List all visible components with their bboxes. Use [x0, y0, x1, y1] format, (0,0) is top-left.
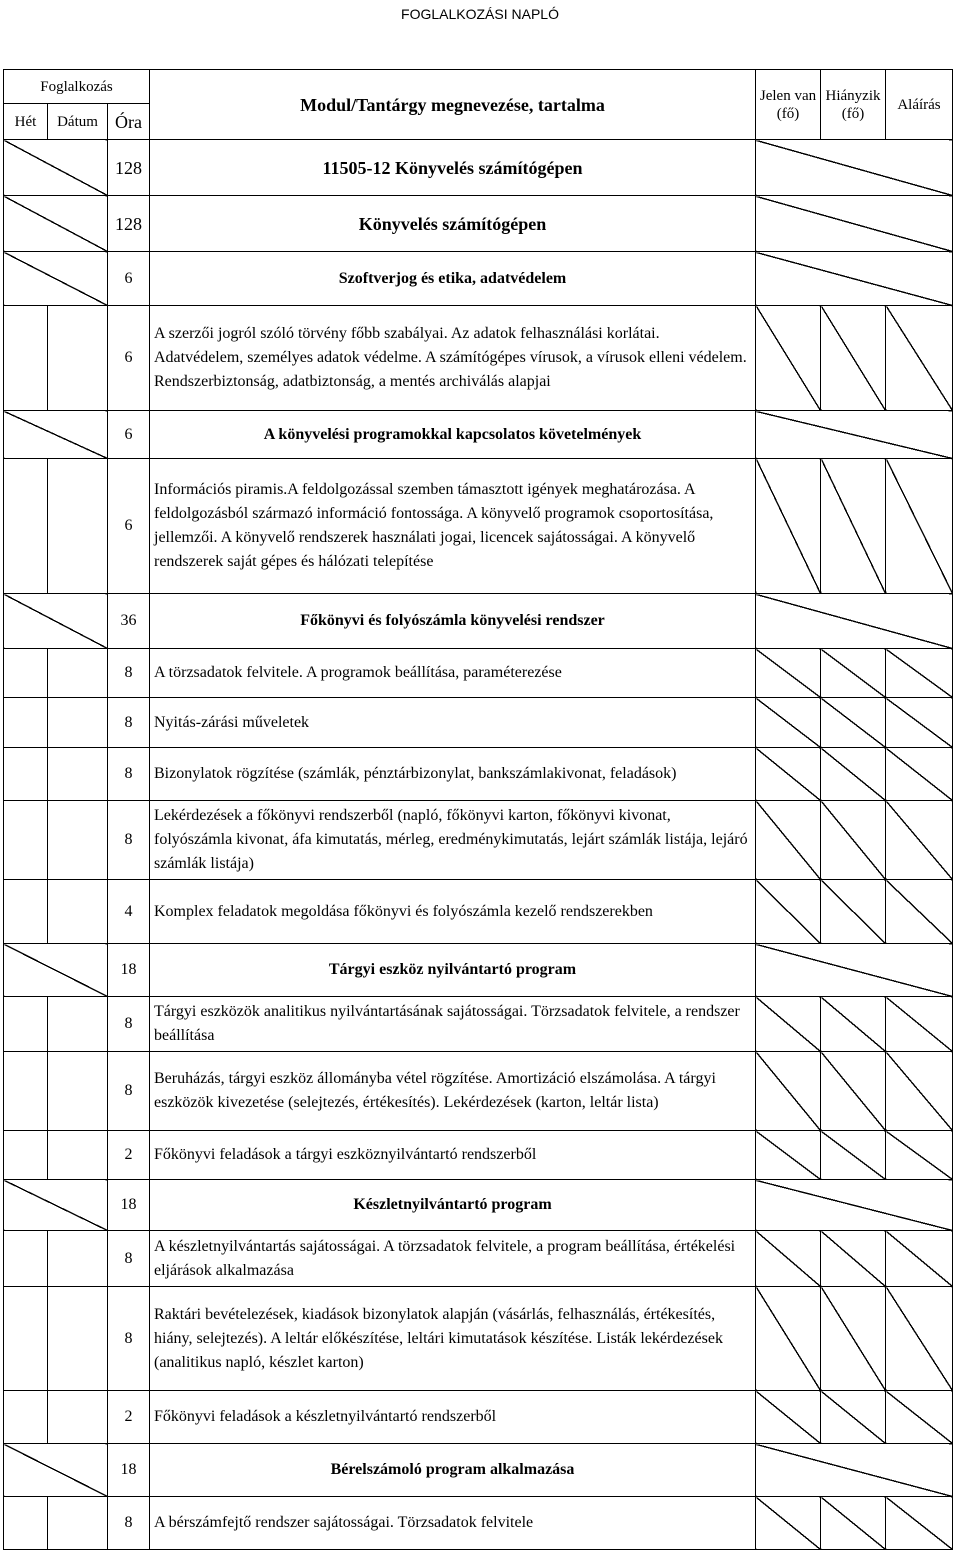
slash-cell: [756, 140, 953, 196]
alairas-cell: [886, 748, 953, 801]
jelen-cell: [756, 880, 821, 944]
table-row: [4, 1052, 953, 1131]
content-text: A bérszámfejtő rendszer sajátosságai. Törzsadatok felvitele: [150, 1497, 756, 1550]
datum-cell: [48, 748, 108, 801]
table-row: [4, 1231, 953, 1287]
datum-cell: [48, 1231, 108, 1287]
jelen-cell: [756, 997, 821, 1052]
datum-cell: [48, 1497, 108, 1550]
table-row: [4, 196, 953, 252]
content-text: Főkönyvi feladások a tárgyi eszköznyilvántartó rendszerből: [150, 1131, 756, 1180]
slash-cell: [756, 944, 953, 997]
table-row: [4, 698, 953, 748]
content-text: Tárgyi eszközök analitikus nyilvántartásának sajátosságai. Törzsadatok felvitele, a rendszer beállítása: [150, 997, 756, 1052]
slash-cell: [756, 252, 953, 306]
datum-cell: [48, 801, 108, 880]
hours-cell: 128: [108, 196, 150, 252]
hours-cell: 36: [108, 594, 150, 649]
hours-cell: 2: [108, 1391, 150, 1444]
hours-cell: 6: [108, 306, 150, 411]
jelen-cell: [756, 1131, 821, 1180]
header-het: Hét: [4, 104, 48, 140]
slash-cell: [756, 594, 953, 649]
header-modul: Modul/Tantárgy megnevezése, tartalma: [150, 70, 756, 140]
table-row: [4, 411, 953, 459]
het-cell: [4, 1131, 48, 1180]
hours-cell: 18: [108, 944, 150, 997]
hours-cell: 8: [108, 698, 150, 748]
header-foglalkozas: Foglalkozás: [4, 70, 150, 104]
topic-title: Bérelszámoló program alkalmazása: [150, 1444, 756, 1497]
datum-cell: [48, 997, 108, 1052]
content-text: A törzsadatok felvitele. A programok beállítása, paraméterezése: [150, 649, 756, 698]
hours-cell: 8: [108, 997, 150, 1052]
het-cell: [4, 698, 48, 748]
alairas-cell: [886, 1287, 953, 1391]
header-ora: Óra: [108, 104, 150, 140]
slash-cell: [4, 1444, 108, 1497]
table-row: [4, 1444, 953, 1497]
hours-cell: 8: [108, 748, 150, 801]
hianyzik-cell: [821, 1497, 886, 1550]
datum-cell: [48, 880, 108, 944]
alairas-cell: [886, 649, 953, 698]
header-hianyzik: Hiányzik (fő): [821, 70, 886, 140]
module-title: 11505-12 Könyvelés számítógépen: [150, 140, 756, 196]
datum-cell: [48, 649, 108, 698]
het-cell: [4, 1497, 48, 1550]
hianyzik-cell: [821, 1052, 886, 1131]
slash-cell: [756, 1180, 953, 1231]
table-row: [4, 306, 953, 411]
table-row: [4, 997, 953, 1052]
table-row: [4, 649, 953, 698]
hianyzik-cell: [821, 997, 886, 1052]
hours-cell: 8: [108, 1231, 150, 1287]
het-cell: [4, 649, 48, 698]
hours-cell: 6: [108, 459, 150, 594]
table-row: [4, 1131, 953, 1180]
content-text: Főkönyvi feladások a készletnyilvántartó rendszerből: [150, 1391, 756, 1444]
jelen-cell: [756, 1391, 821, 1444]
alairas-cell: [886, 997, 953, 1052]
hours-cell: 128: [108, 140, 150, 196]
content-text: A készletnyilvántartás sajátosságai. A törzsadatok felvitele, a program beállítása, értékelési eljárások alkalmazása: [150, 1231, 756, 1287]
het-cell: [4, 801, 48, 880]
hours-cell: 6: [108, 411, 150, 459]
alairas-cell: [886, 801, 953, 880]
jelen-cell: [756, 1231, 821, 1287]
table-row: [4, 459, 953, 594]
table-row: [4, 594, 953, 649]
jelen-cell: [756, 649, 821, 698]
alairas-cell: [886, 1052, 953, 1131]
hours-cell: 8: [108, 1287, 150, 1391]
slash-cell: [4, 1180, 108, 1231]
hianyzik-cell: [821, 306, 886, 411]
hours-cell: 6: [108, 252, 150, 306]
slash-cell: [756, 196, 953, 252]
hours-cell: 8: [108, 801, 150, 880]
slash-cell: [4, 411, 108, 459]
content-text: Bizonylatok rögzítése (számlák, pénztárbizonylat, bankszámlakivonat, feladások): [150, 748, 756, 801]
hours-cell: 4: [108, 880, 150, 944]
hianyzik-cell: [821, 1391, 886, 1444]
header-jelen: Jelen van (fő): [756, 70, 821, 140]
jelen-cell: [756, 459, 821, 594]
hianyzik-cell: [821, 1131, 886, 1180]
header-alairas: Aláírás: [886, 70, 953, 140]
topic-title: Tárgyi eszköz nyilvántartó program: [150, 944, 756, 997]
jelen-cell: [756, 1497, 821, 1550]
hianyzik-cell: [821, 1231, 886, 1287]
content-text: Nyitás-zárási műveletek: [150, 698, 756, 748]
hianyzik-cell: [821, 880, 886, 944]
alairas-cell: [886, 459, 953, 594]
slash-cell: [4, 196, 108, 252]
datum-cell: [48, 1287, 108, 1391]
hours-cell: 18: [108, 1180, 150, 1231]
alairas-cell: [886, 1131, 953, 1180]
datum-cell: [48, 1391, 108, 1444]
hianyzik-cell: [821, 459, 886, 594]
het-cell: [4, 1052, 48, 1131]
table-row: [4, 1180, 953, 1231]
table-row: [4, 140, 953, 196]
hours-cell: 18: [108, 1444, 150, 1497]
slash-cell: [4, 594, 108, 649]
table-row: [4, 880, 953, 944]
hours-cell: 8: [108, 649, 150, 698]
topic-title: A könyvelési programokkal kapcsolatos követelmények: [150, 411, 756, 459]
log-table: [3, 69, 953, 1550]
header-row-1: [4, 70, 953, 104]
alairas-cell: [886, 1391, 953, 1444]
content-text: Beruházás, tárgyi eszköz állományba vétel rögzítése. Amortizáció elszámolása. A tárgyi eszközök kivezetése (selejtezés, értékesítés). Lekérdezések (karton, leltár lista): [150, 1052, 756, 1131]
table-row: [4, 1497, 953, 1550]
hianyzik-cell: [821, 748, 886, 801]
slash-cell: [4, 140, 108, 196]
het-cell: [4, 880, 48, 944]
jelen-cell: [756, 698, 821, 748]
het-cell: [4, 997, 48, 1052]
jelen-cell: [756, 1287, 821, 1391]
hianyzik-cell: [821, 698, 886, 748]
page-title: FOGLALKOZÁSI NAPLÓ: [401, 6, 559, 22]
hianyzik-cell: [821, 649, 886, 698]
hours-cell: 8: [108, 1052, 150, 1131]
hours-cell: 2: [108, 1131, 150, 1180]
het-cell: [4, 1231, 48, 1287]
table-row: [4, 252, 953, 306]
slash-cell: [756, 411, 953, 459]
jelen-cell: [756, 1052, 821, 1131]
alairas-cell: [886, 306, 953, 411]
table-row: [4, 1287, 953, 1391]
header-datum: Dátum: [48, 104, 108, 140]
hianyzik-cell: [821, 1287, 886, 1391]
het-cell: [4, 1287, 48, 1391]
datum-cell: [48, 459, 108, 594]
jelen-cell: [756, 801, 821, 880]
slash-cell: [4, 944, 108, 997]
alairas-cell: [886, 880, 953, 944]
content-text: A szerzői jogról szóló törvény főbb szabályai. Az adatok felhasználási korlátai. Adatvédelem, személyes adatok védelme. A számítógépes vírusok, a vírusok elleni védelem. Rendszerbiztonság, adatbiztonság, a mentés archiválás alapjai: [150, 306, 756, 411]
het-cell: [4, 1391, 48, 1444]
het-cell: [4, 748, 48, 801]
het-cell: [4, 306, 48, 411]
table-row: [4, 748, 953, 801]
hours-cell: 8: [108, 1497, 150, 1550]
content-text: Információs piramis.A feldolgozással szemben támasztott igények meghatározása. A feldolgozásból származó információ fontossága. A könyvelő programok csoportosítása, jellemzői. A könyvelő rendszerek használati jogai, licencek sajátosságai. A könyvelő rendszerek saját gépes és hálózati telepítése: [150, 459, 756, 594]
jelen-cell: [756, 306, 821, 411]
table-row: [4, 1391, 953, 1444]
content-text: Lekérdezések a főkönyvi rendszerből (napló, főkönyvi karton, főkönyvi kivonat, folyószámla kivonat, áfa kimutatás, mérleg, eredménykimutatás, lejárt számlák listája, lejáró számlák listája): [150, 801, 756, 880]
alairas-cell: [886, 698, 953, 748]
subject-title: Könyvelés számítógépen: [150, 196, 756, 252]
datum-cell: [48, 306, 108, 411]
slash-cell: [4, 252, 108, 306]
topic-title: Főkönyvi és folyószámla könyvelési rendszer: [150, 594, 756, 649]
topic-title: Készletnyilvántartó program: [150, 1180, 756, 1231]
slash-cell: [756, 1444, 953, 1497]
datum-cell: [48, 698, 108, 748]
table-row: [4, 944, 953, 997]
topic-title: Szoftverjog és etika, adatvédelem: [150, 252, 756, 306]
hianyzik-cell: [821, 801, 886, 880]
alairas-cell: [886, 1231, 953, 1287]
content-text: Komplex feladatok megoldása főkönyvi és folyószámla kezelő rendszerekben: [150, 880, 756, 944]
datum-cell: [48, 1052, 108, 1131]
content-text: Raktári bevételezések, kiadások bizonylatok alapján (vásárlás, felhasználás, értékesítés, hiány, selejtezés). A leltár előkészítése, leltári kimutatások készítése. Listák lekérdezések (analitikus napló, készlet karton): [150, 1287, 756, 1391]
table-row: [4, 801, 953, 880]
jelen-cell: [756, 748, 821, 801]
het-cell: [4, 459, 48, 594]
datum-cell: [48, 1131, 108, 1180]
alairas-cell: [886, 1497, 953, 1550]
